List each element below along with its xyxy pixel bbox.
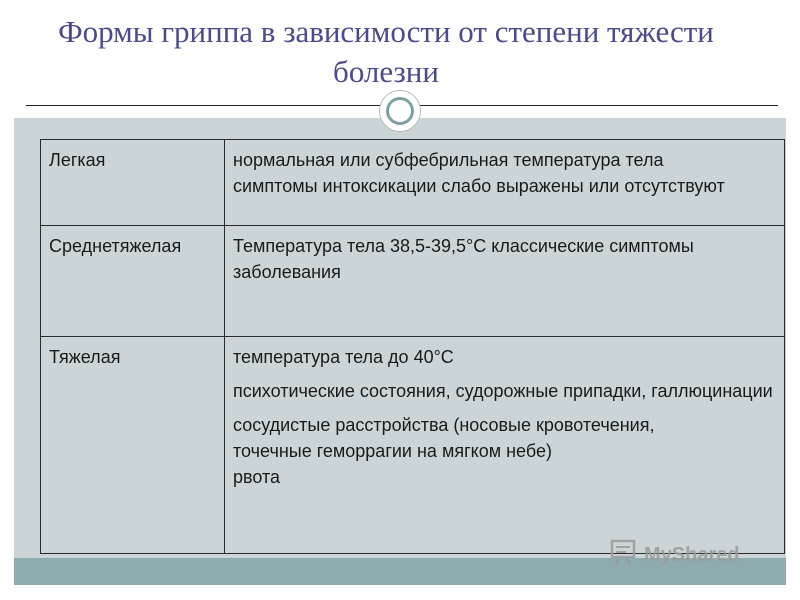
description-cell [225, 140, 785, 226]
description-line: рвота [233, 467, 281, 487]
circle-ornament-icon [379, 90, 421, 132]
description-line: сосудистые расстройства (носовые кровотечения, [233, 415, 655, 435]
table-row [41, 140, 785, 226]
flu-forms-table [40, 139, 785, 554]
watermark-text: MyShared [644, 543, 740, 566]
description-cell [225, 226, 785, 337]
form-label: Среднетяжелая [49, 236, 182, 256]
table-row [41, 337, 785, 554]
table-row [41, 226, 785, 337]
description-line: точечные геморрагии на мягком небе) [233, 441, 552, 461]
description-line: Температура тела 38,5-39,5°С классические симптомы заболевания [233, 236, 694, 282]
description-line: симптомы интоксикации слабо выражены или отсутствуют [233, 176, 725, 196]
form-label: Легкая [49, 150, 106, 170]
form-label: Тяжелая [49, 347, 121, 367]
description-cell [225, 337, 785, 554]
description-line: психотические состояния, судорожные припадки, галлюцинации [233, 381, 773, 401]
presentation-board-icon [610, 538, 640, 572]
description-line: нормальная или субфебрильная температура тела [233, 150, 664, 170]
form-cell [41, 140, 225, 226]
description-line: температура тела до 40°С [233, 347, 454, 367]
form-cell [41, 337, 225, 554]
watermark[interactable] [610, 538, 770, 572]
form-cell [41, 226, 225, 337]
slide-title: Формы гриппа в зависимости от степени тяжести болезни [58, 14, 714, 89]
